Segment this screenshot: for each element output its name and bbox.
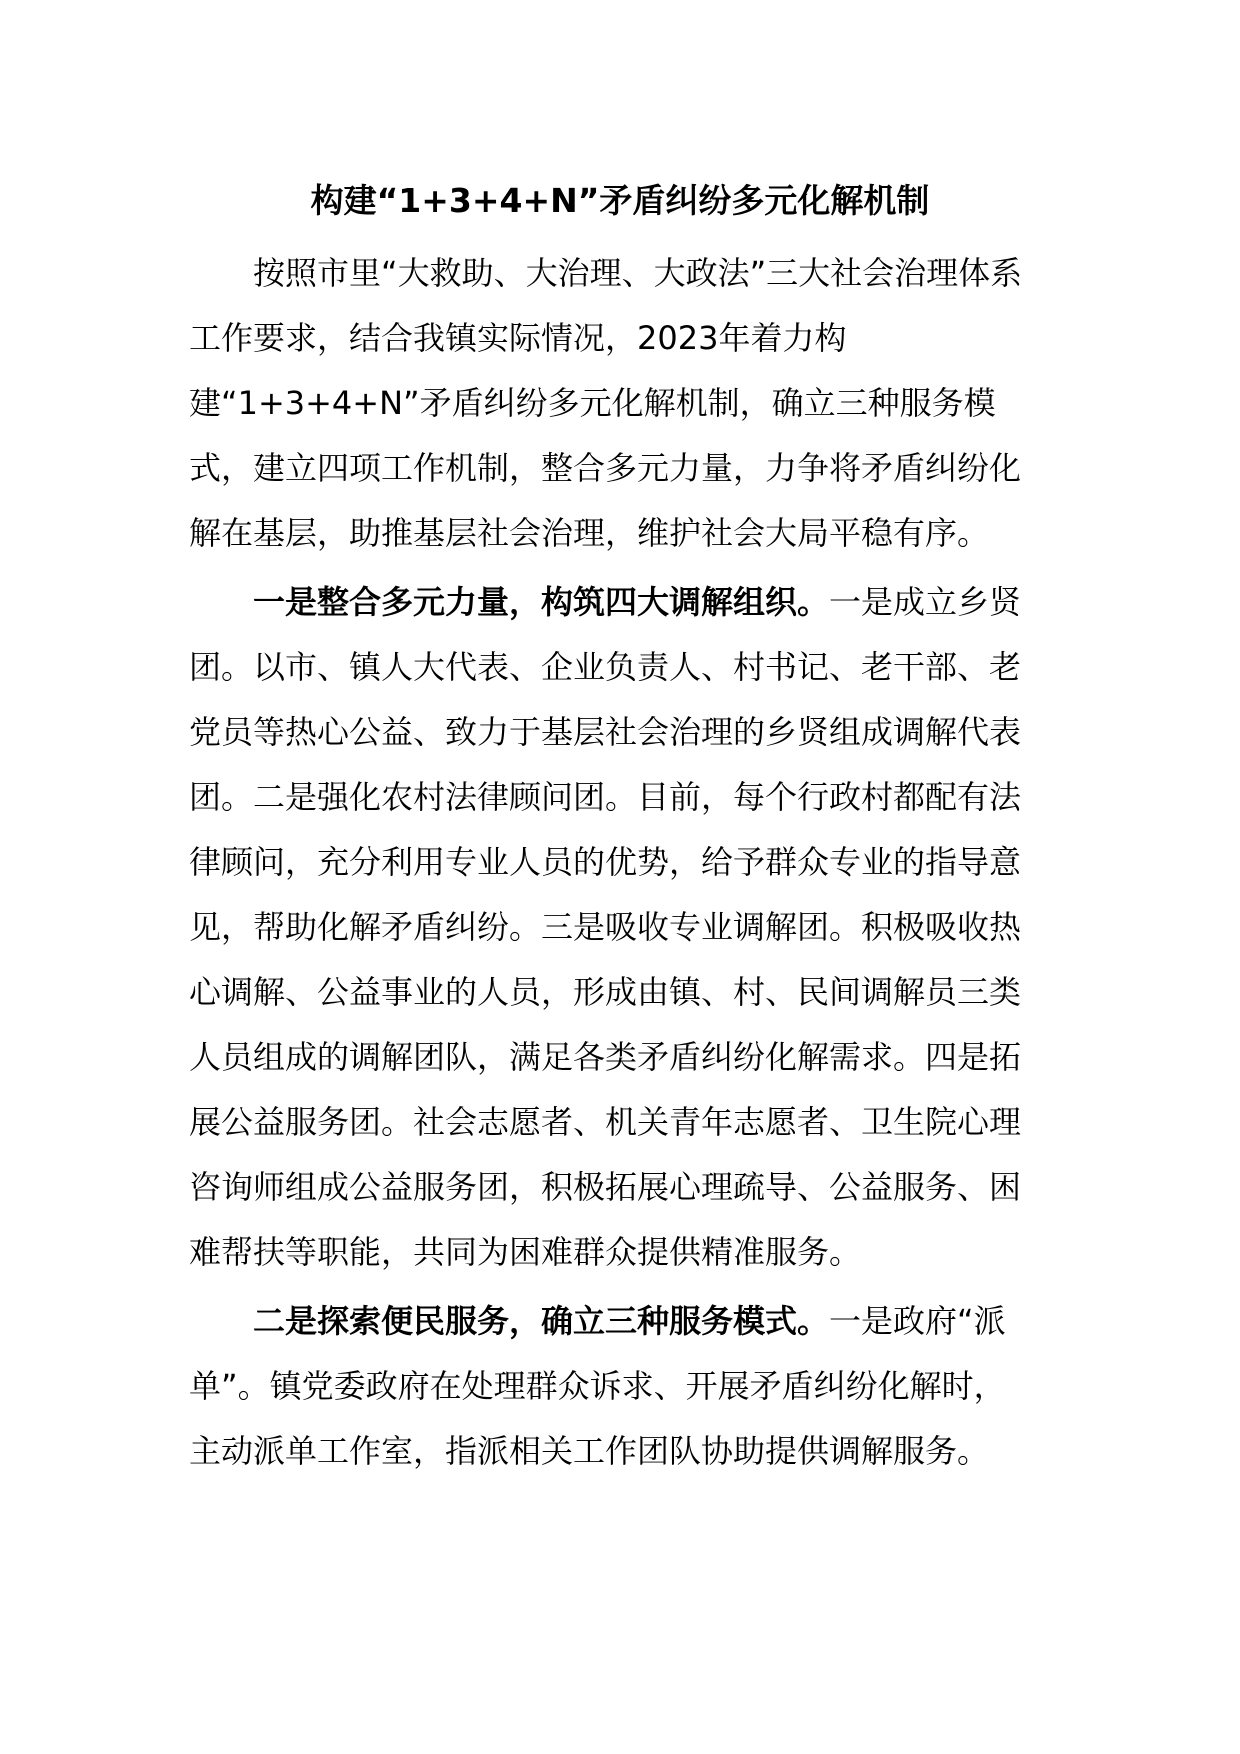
paragraph-text: 按照市里“大救助、大治理、大政法”三大社会治理体系工作要求，结合我镇实际情况，2023年着力构建“1+3+4+N”矛盾纠纷多元化解机制，确立三种服务模式，建立四项工作机制，整合多元力量，力争将矛盾纠纷化解在基层，助推基层社会治理，维护社会大局平稳有序。 xyxy=(189,254,1023,552)
document-title: 构建“1+3+4+N”矛盾纠纷多元化解机制 xyxy=(310,181,930,220)
paragraph-section-2 xyxy=(189,1289,1029,1484)
document-body xyxy=(189,241,1069,1484)
paragraph-section-1 xyxy=(189,570,1029,1285)
paragraph-text: 一是成立乡贤团。以市、镇人大代表、企业负责人、村书记、老干部、老党员等热心公益、致力于基层社会治理的乡贤组成调解代表团。二是强化农村法律顾问团。目前，每个行政村都配有法律顾问，充分利用专业人员的优势，给予群众专业的指导意见，帮助化解矛盾纠纷。三是吸收专业调解团。积极吸收热心调解、公益事业的人员，形成由镇、村、民间调解员三类人员组成的调解团队，满足各类矛盾纠纷化解需求。四是拓展公益服务团。社会志愿者、机关青年志愿者、卫生院心理咨询师组成公益服务团，积极拓展心理疏导、公益服务、困难帮扶等职能，共同为困难群众提供精准服务。 xyxy=(189,583,1022,1271)
paragraph-lead: 二是探索便民服务，确立三种服务模式。 xyxy=(253,1302,830,1340)
paragraph-lead: 一是整合多元力量，构筑四大调解组织。 xyxy=(253,583,830,621)
paragraph-text: 一是政府“派单”。镇党委政府在处理群众诉求、开展矛盾纠纷化解时，主动派单工作室，指派相关工作团队协助提供调解服务。 xyxy=(189,1302,1006,1470)
paragraph-intro xyxy=(189,241,1029,566)
